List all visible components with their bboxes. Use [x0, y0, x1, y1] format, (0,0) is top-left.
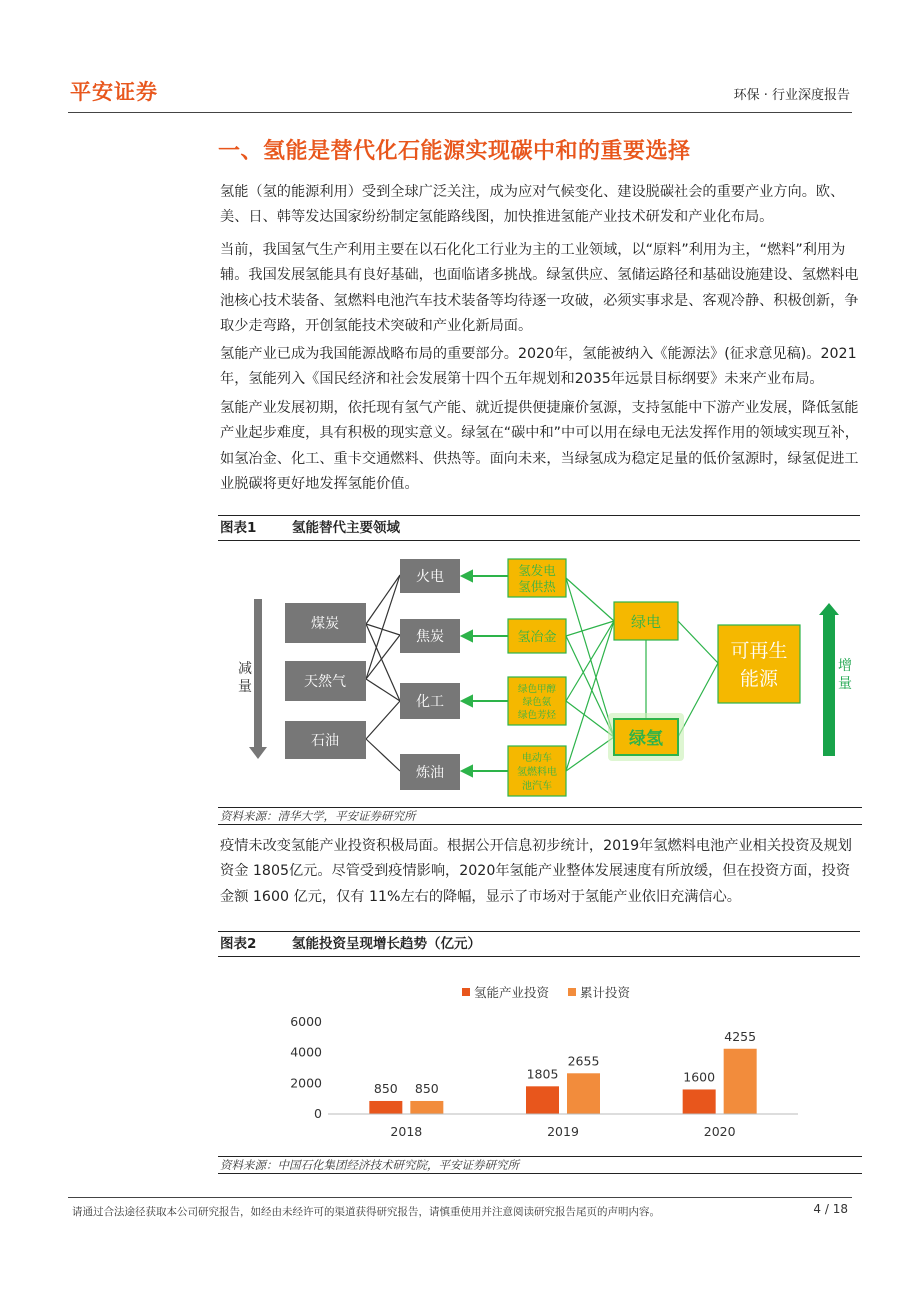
decrease-arrow-head: [249, 747, 267, 759]
legend-swatch: [568, 988, 576, 996]
application-label: 绿色甲醇: [517, 684, 557, 695]
fossil-label: 石油: [311, 733, 339, 749]
chart-legend: [462, 985, 631, 1000]
legend-label: 累计投资: [580, 985, 631, 1000]
fossil-label: 天然气: [304, 674, 346, 690]
bar: [683, 1089, 716, 1114]
decrease-label-2: 量: [238, 679, 252, 695]
paragraph-3: 氢能产业已成为我国能源战略布局的重要部分。2020年，氢能被纳入《能源法》(征求意见稿)。2021年，氢能列入《国民经济和社会发展第十四个五年规划和2035年远景目标纲要》未来产业布局。: [220, 346, 857, 388]
figure2-label: [218, 931, 860, 957]
figure2-number: 图表2: [220, 936, 257, 952]
x-tick-label: 2018: [390, 1124, 423, 1139]
renewable-label: 能源: [739, 668, 779, 690]
application-label: 氢供热: [518, 579, 556, 594]
x-tick-label: 2020: [703, 1124, 736, 1139]
figure1-label: [218, 515, 860, 541]
sector-label: 焦炭: [416, 629, 444, 645]
bar: [369, 1101, 402, 1114]
report-type: 环保 · 行业深度报告: [733, 88, 850, 103]
increase-arrow-shaft: [823, 615, 835, 756]
y-tick-label: 6000: [290, 1014, 322, 1029]
green-power-label: 绿电: [630, 613, 662, 631]
sector-label: 火电: [416, 569, 444, 585]
company-logo: 平安证券: [70, 80, 158, 104]
paragraph-2: 当前，我国氢气生产利用主要在以石化化工行业为主的工业领域，以“原料”利用为主，“燃料”利用为辅。我国发展氢能具有良好基础，也面临诸多挑战。绿氢供应、氢储运路径和基础设施建设、氢燃料电池核心技术装备、氢燃料电池汽车技术装备等均待逐一攻破，必须实事求是、客观冷静、积极创新，争取少走弯路，开创氢能技术突破和产业化新局面。: [220, 242, 859, 335]
application-label: 氢冶金: [517, 630, 557, 645]
chart-bars: [369, 1029, 756, 1114]
application-label: 电动车: [522, 753, 552, 764]
y-tick-label: 2000: [290, 1075, 322, 1091]
sector-label: 炼油: [416, 765, 444, 781]
decrease-arrow-shaft: [254, 599, 262, 749]
green-hydrogen-label: 绿氢: [629, 729, 663, 749]
hydrogen-substitution-diagram: [218, 545, 860, 807]
figure2-title: 氢能投资呈现增长趋势（亿元）: [292, 936, 481, 952]
bar: [567, 1073, 600, 1114]
page-number: 4 / 18: [813, 1202, 848, 1216]
renewable-label: 可再生: [730, 640, 788, 662]
application-arrows: [462, 571, 508, 776]
bar-value-label: 1600: [683, 1069, 716, 1085]
bar-value-label: 850: [373, 1080, 398, 1096]
increase-label-1: 增: [838, 658, 852, 674]
application-label: 氢发电: [518, 563, 556, 578]
figure1-title: 氢能替代主要领域: [292, 520, 400, 536]
renewable-energy-box: [718, 625, 800, 703]
fossil-sector-links: [366, 575, 400, 771]
decrease-label-1: 减: [238, 661, 252, 677]
legend-label: 氢能产业投资: [474, 985, 550, 1000]
paragraph-5: 疫情未改变氢能产业投资积极局面。根据公开信息初步统计，2019年氢燃料电池产业相关投资及规划资金 1805亿元。尽管受到疫情影响，2020年氢能产业整体发展速度有所放缓，但在投资方面，投资金额 1600 亿元，仅有 11%左右的降幅，显示了市场对于氢能产业依旧充满信心。: [220, 838, 852, 905]
sector-label: 化工: [416, 694, 444, 710]
bar: [724, 1049, 757, 1114]
y-tick-label: 0: [314, 1106, 322, 1121]
bar: [526, 1086, 559, 1114]
investment-bar-chart: [218, 956, 860, 1156]
bar-value-label: 4255: [724, 1028, 757, 1044]
header-divider: [68, 112, 852, 113]
section-title: 一、氢能是替代化石能源实现碳中和的重要选择: [218, 139, 691, 164]
bar-value-label: 2655: [567, 1053, 600, 1069]
bar-value-label: 1805: [526, 1066, 559, 1082]
application-label: 绿色芳烃: [517, 710, 557, 721]
paragraph-4: 氢能产业发展初期，依托现有氢气产能、就近提供便捷廉价氢源，支持氢能中下游产业发展，降低氢能产业起步难度，具有积极的现实意义。绿氢在“碳中和”中可以用在绿电无法发挥作用的领域实现互补，如氢冶金、化工、重卡交通燃料、供热等。面向未来，当绿氢成为稳定足量的低价氢源时，绿氢促进工业脱碳将更好地发挥氢能价值。: [220, 400, 859, 493]
x-tick-label: 2019: [547, 1124, 579, 1139]
increase-label-2: 量: [838, 676, 852, 692]
y-tick-label: 4000: [290, 1044, 322, 1060]
figure1-source: 资料来源：清华大学，平安证券研究所: [218, 807, 862, 825]
bar: [410, 1101, 443, 1114]
figure2-source: 资料来源：中国石化集团经济技术研究院，平安证券研究所: [218, 1156, 862, 1174]
application-label: 池汽车: [522, 781, 552, 792]
application-label: 氢燃料电: [517, 767, 557, 778]
fossil-label: 煤炭: [311, 616, 339, 632]
increase-arrow-head: [819, 603, 839, 615]
bar-value-label: 850: [414, 1080, 439, 1096]
chart-y-axis: [290, 1014, 322, 1121]
footer-divider: [68, 1197, 852, 1198]
chart-x-axis: [328, 1114, 798, 1139]
figure1-number: 图表1: [220, 520, 257, 536]
footer-disclaimer: 请通过合法途径获取本公司研究报告，如经由未经许可的渠道获得研究报告，请慎重使用并注意阅读研究报告尾页的声明内容。: [72, 1206, 660, 1218]
legend-swatch: [462, 988, 470, 996]
paragraph-1: 氢能（氢的能源利用）受到全球广泛关注，成为应对气候变化、建设脱碳社会的重要产业方向。欧、美、日、韩等发达国家纷纷制定氢能路线图，加快推进氢能产业技术研发和产业化布局。: [220, 184, 845, 226]
application-label: 绿色氨: [522, 697, 552, 708]
